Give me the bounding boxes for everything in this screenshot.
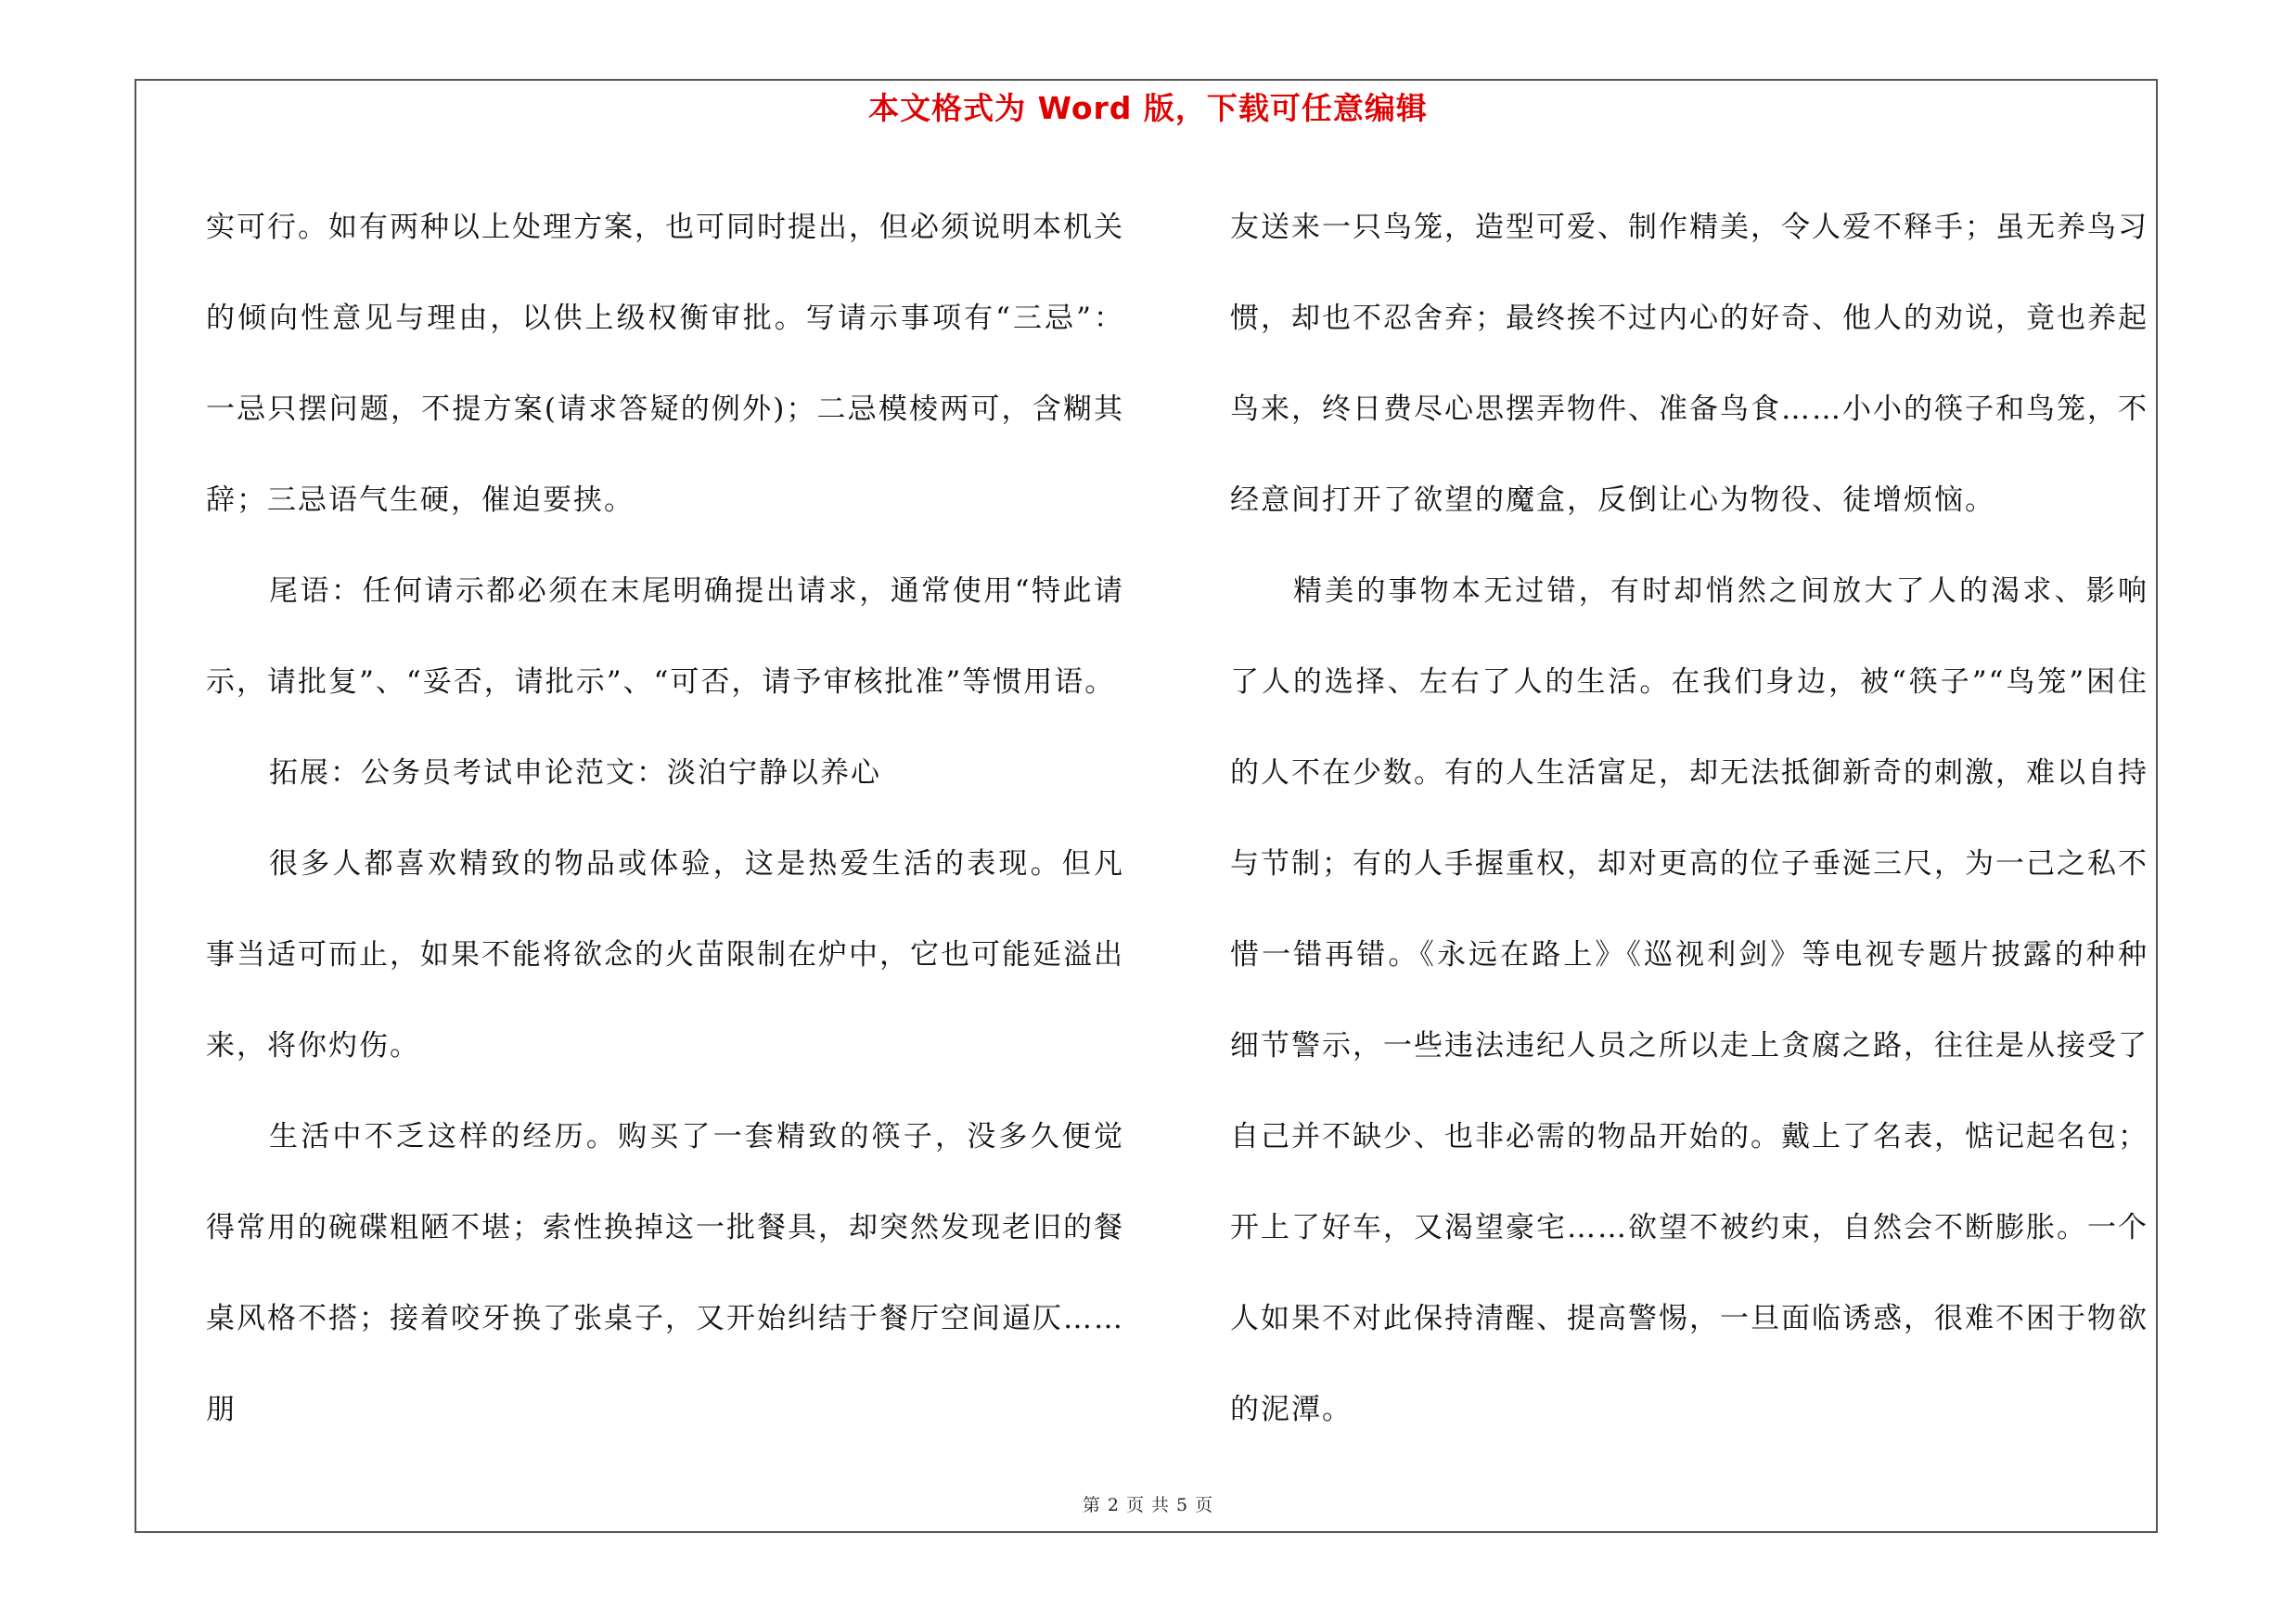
paragraph-experience: 生活中不乏这样的经历。购买了一套精致的筷子，没多久便觉得常用的碗碟粗陋不堪；索性换掉这一批餐具，却突然发现老旧的餐桌风格不搭；接着咬牙换了张桌子，又开始纠结于餐厅空间逼仄……朋 — [206, 1120, 1124, 1426]
page-number-footer: 第 2 页 共 5 页 — [1082, 1495, 1214, 1515]
left-column — [206, 182, 1124, 1455]
document-header-title: 本文格式为 Word 版，下载可任意编辑 — [868, 90, 1428, 126]
right-column — [1230, 182, 2148, 1455]
paragraph-continuation: 友送来一只鸟笼，造型可爱、制作精美，令人爱不释手；虽无养鸟习惯，却也不忍舍弃；最终挨不过内心的好奇、他人的劝说，竟也养起鸟来，终日费尽心思摆弄物件、准备鸟食……小小的筷子和鸟笼，不经意间打开了欲望的魔盒，反倒让心为物役、徒增烦恼。 — [1230, 211, 2148, 517]
paragraph-continuation: 实可行。如有两种以上处理方案，也可同时提出，但必须说明本机关的倾向性意见与理由，以供上级权衡审批。写请示事项有“三忌”：一忌只摆问题，不提方案(请求答疑的例外)；二忌模棱两可，含糊其辞；三忌语气生硬，催迫要挟。 — [206, 211, 1124, 517]
paragraph-intro: 很多人都喜欢精致的物品或体验，这是热爱生活的表现。但凡事当适可而止，如果不能将欲念的火苗限制在炉中，它也可能延溢出来，将你灼伤。 — [206, 847, 1124, 1063]
paragraph-section-heading: 拓展：公务员考试申论范文：淡泊宁静以养心 — [269, 756, 881, 790]
paragraph-argument: 精美的事物本无过错，有时却悄然之间放大了人的渴求、影响了人的选择、左右了人的生活。在我们身边，被“筷子”“鸟笼”困住的人不在少数。有的人生活富足，却无法抵御新奇的刺激，难以自持与节制；有的人手握重权，却对更高的位子垂涎三尺，为一己之私不惜一错再错。《永远在路上》《巡视利剑》等电视专题片披露的种种细节警示，一些违法违纪人员之所以走上贪腐之路，往往是从接受了自己并不缺少、也非必需的物品开始的。戴上了名表，惦记起名包；开上了好车，又渴望豪宅……欲望不被约束，自然会不断膨胀。一个人如果不对此保持清醒、提高警惕，一旦面临诱惑，很难不困于物欲的泥潭。 — [1230, 574, 2148, 1426]
paragraph-closing-remarks: 尾语：任何请示都必须在末尾明确提出请求，通常使用“特此请示，请批复”、“妥否，请批示”、“可否，请予审核批准”等惯用语。 — [206, 574, 1124, 699]
